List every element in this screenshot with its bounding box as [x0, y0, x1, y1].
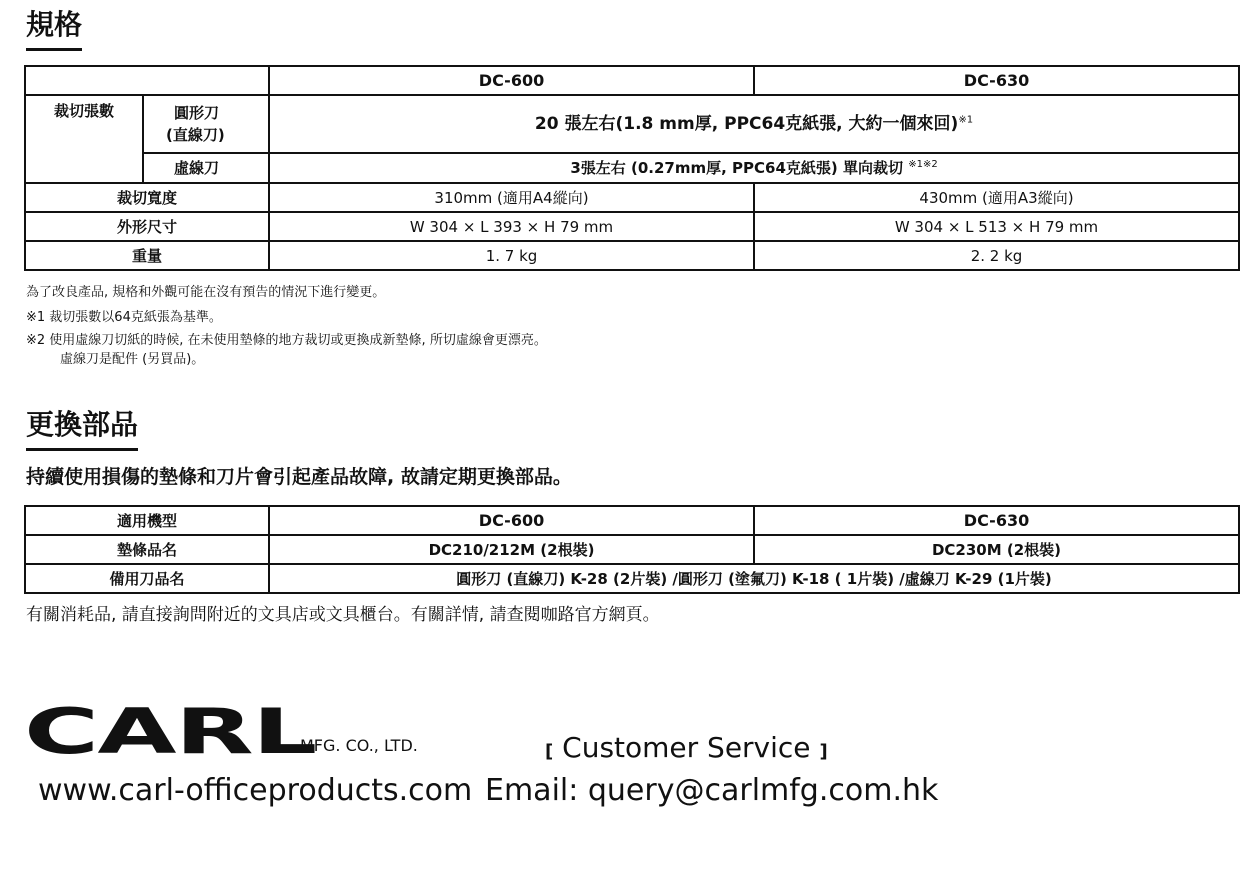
spec-row-cut-round	[25, 95, 1239, 153]
spec-table	[24, 65, 1240, 271]
round-blade-value-text: 20 張左右(1.8 mm厚, PPC64克紙張, 大約一個來回)	[534, 114, 959, 134]
straight-blade-text: (直線刀)	[166, 126, 225, 144]
spec-notes	[26, 283, 547, 369]
round-note-mark: ※1	[958, 114, 974, 126]
mat-a: DC210/212M (2根裝)	[269, 535, 754, 564]
cut-width-b: 430mm (適用A3縱向)	[754, 183, 1239, 212]
website-link[interactable]: www.carl-officeproducts.com	[38, 773, 473, 808]
perf-blade-value-text: 3張左右 (0.27mm厚, PPC64克紙張) 單向裁切	[570, 159, 903, 177]
company-suffix: MFG. CO., LTD.	[300, 736, 418, 755]
perf-note-mark: ※1※2	[908, 159, 938, 170]
cs-bracket-close: ]	[819, 741, 828, 762]
cut-width-a: 310mm (適用A4縱向)	[269, 183, 754, 212]
perf-blade-label: 虛線刀	[143, 153, 269, 183]
parts-row-model	[25, 506, 1239, 535]
note-2: ※2 使用虛線刀切紙的時候, 在未使用墊條的地方裁切或更換成新墊條, 所切虛線會更漂亮。	[26, 333, 547, 348]
parts-model-b: DC-630	[754, 506, 1239, 535]
spec-header-blank	[25, 66, 269, 95]
blade-value: 圓形刀 (直線刀) K-28 (2片裝) /圓形刀 (塗氟刀) K-18 ( 1片裝) /虛線刀 K-29 (1片裝)	[269, 564, 1239, 593]
carl-logo: CARL	[24, 695, 316, 768]
round-blade-label	[143, 95, 269, 153]
spec-row-cut-perf	[25, 153, 1239, 183]
mat-b: DC230M (2根裝)	[754, 535, 1239, 564]
spec-header-model-a: DC-600	[269, 66, 754, 95]
note-2-cont: 虛線刀是配件 (另買品)。	[60, 352, 205, 367]
round-blade-text: 圓形刀	[174, 104, 220, 122]
cs-label: Customer Service	[562, 731, 811, 764]
spec-row-weight	[25, 241, 1239, 270]
perf-blade-value	[269, 153, 1239, 183]
weight-a: 1. 7 kg	[269, 241, 754, 270]
email-link[interactable]: Email: query@carlmfg.com.hk	[485, 773, 939, 808]
parts-model-a: DC-600	[269, 506, 754, 535]
customer-service	[545, 731, 828, 764]
mat-label: 墊條品名	[25, 535, 269, 564]
cut-width-label: 裁切寬度	[25, 183, 269, 212]
blade-label: 備用刀品名	[25, 564, 269, 593]
cs-bracket-open: [	[545, 741, 554, 762]
spec-section-title: 規格	[26, 8, 82, 51]
parts-section-title: 更換部品	[26, 408, 138, 451]
spec-header-model-b: DC-630	[754, 66, 1239, 95]
spec-row-width	[25, 183, 1239, 212]
weight-label: 重量	[25, 241, 269, 270]
note-1: ※1 裁切張數以64克紙張為基準。	[26, 310, 222, 325]
dimensions-b: W 304 × L 513 × H 79 mm	[754, 212, 1239, 241]
parts-row-mat	[25, 535, 1239, 564]
spec-header-row	[25, 66, 1239, 95]
cut-count-label: 裁切張數	[25, 95, 143, 183]
weight-b: 2. 2 kg	[754, 241, 1239, 270]
parts-table	[24, 505, 1240, 594]
consumables-note: 有關消耗品, 請直接詢問附近的文具店或文具櫃台。有關詳情, 請查閱咖路官方網頁。	[26, 605, 660, 625]
round-blade-value	[269, 95, 1239, 153]
model-label: 適用機型	[25, 506, 269, 535]
dimensions-a: W 304 × L 393 × H 79 mm	[269, 212, 754, 241]
note-change: 為了改良產品, 規格和外觀可能在沒有預告的情況下進行變更。	[26, 285, 386, 300]
parts-row-blade	[25, 564, 1239, 593]
spec-row-dimensions	[25, 212, 1239, 241]
dimensions-label: 外形尺寸	[25, 212, 269, 241]
parts-subtitle: 持續使用損傷的墊條和刀片會引起產品故障, 故請定期更換部品。	[26, 466, 572, 488]
